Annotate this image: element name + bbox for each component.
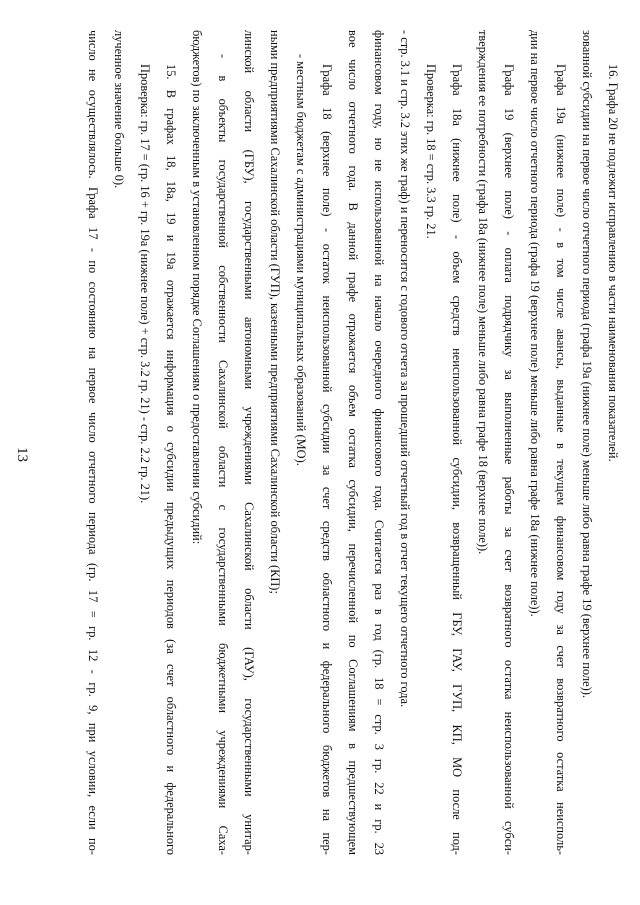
text-line-9: - местным бюджетам с администрациями муниципальных образований (МО).: [294, 54, 308, 466]
text-line-19: Графа 19а (нижнее поле) - в том числе авансы, выданные в текущем финансовом году за счет возвратного остатка неисполь-: [554, 64, 568, 855]
text-line-11: вое число отчетного года. В данной графе отражается объем остатка субсидии, перечисленной по Соглашениям в предшествующем: [346, 30, 360, 855]
text-line-20: зованной субсидии на первое число отчетного периода (графа 19а (нижнее поле) меньше либо равна графе 19 (верхнее поле)).: [580, 30, 594, 698]
text-line-16: тверждения ее потребности (графа 18а (нижнее поле) меньше либо равна графе 18 (верхнее поле)).: [476, 30, 490, 555]
text-line-21: 16. Графа 20 не подлежит исправлению в части наименования показателей.: [606, 64, 620, 462]
text-line-1: число не осуществлялось. Графа 17 - по состоянию на первое число отчетного периода (гр. 17 = гр. 12 - гр. 9, при условии, если по-: [86, 30, 100, 855]
text-line-15: Графа 18а (нижнее поле) - объем средств неиспользованной субсидии, возвращенный ГБУ, ГАУ, ГУП, КП, МО после под-: [450, 64, 464, 855]
text-line-8: ными предприятиями Сахалинской области (ГУП), казенными предприятиями Сахалинской области (КП);: [268, 30, 282, 594]
text-line-12: финансовом году, но не использованной на начало очередного финансового года. Считается раз в год (гр. 18 = стр. 3 гр. 22 и гр. 23: [372, 30, 386, 855]
page-number: 13: [14, 447, 30, 462]
text-line-7: линской области (ГБУ), государственными автономными учреждениями Сахалинской области (ГАУ), государственными унитар-: [242, 30, 256, 855]
text-line-18: дии на первое число отчетного периода (графа 19 (верхнее поле) меньше либо равна графе 18а (нижнее поле)).: [528, 30, 542, 617]
text-line-4: 15. В графах 18, 18а, 19 и 19а отражается информация о субсидии предыдущих периодов (за счет областного и федерального: [164, 64, 178, 855]
text-line-2: лученное значение больше 0).: [112, 30, 126, 189]
text-line-13: - стр. 3.1 и стр. 3.2 этих же граф) и переносится с годового отчета за прошедший отчетный год в отчет текущего отчетного года.: [398, 30, 412, 708]
text-line-17: Графа 19 (верхнее поле) - оплата подрядчику за выполненные работы за счет возвратного остатка неиспользованной субси-: [502, 64, 516, 855]
text-line-14: Проверка: гр. 18 = стр. 3.3 гр. 21.: [424, 64, 438, 239]
text-line-3: Проверка: гр. 17 = (гр. 16 + гр. 19а (нижнее поле) + стр. 3.2 гр. 21) - стр. 2.2 гр. 21).: [138, 64, 152, 504]
text-line-5: бюджетов) по заключенным в установленном порядке Соглашениям о предоставлении субсидий:: [190, 30, 204, 545]
text-line-10: Графа 18 (верхнее поле) - остаток неиспользованной субсидии за счет средств областного и федерального бюджетов на пер-: [320, 64, 334, 855]
text-line-6: - в объекты государственной собственности Сахалинской области с государственными бюджетными учреждениями Саха-: [216, 54, 230, 855]
